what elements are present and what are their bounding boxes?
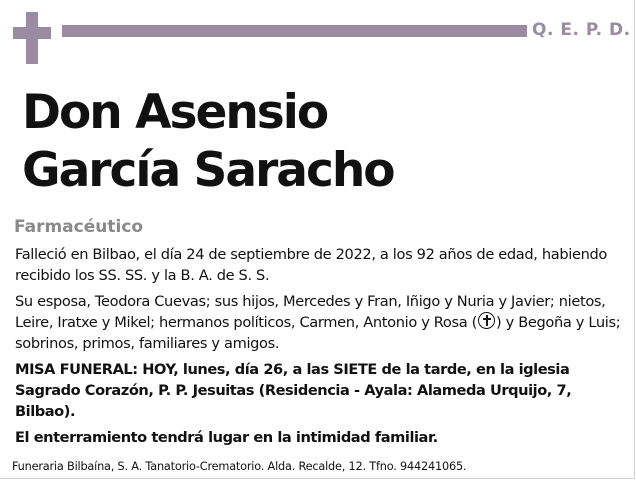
family-paragraph <box>15 291 621 354</box>
cross-icon <box>13 12 51 64</box>
deceased-name-line1: Don Asensio <box>22 85 328 140</box>
deceased-name-line2: García Saracho <box>22 143 394 198</box>
family-text-a: Su esposa, Teodora Cuevas; sus hijos, Mercedes y Fran, Iñigo y Nuria y Javier; nietos, Leire, Iratxe y Mikel; hermanos políticos, Carmen, Antonio y Rosa ( <box>15 293 606 331</box>
qepd-label: Q. E. P. D. <box>532 20 631 40</box>
header-rule <box>62 25 527 37</box>
deceased-profession: Farmacéutico <box>14 217 144 237</box>
family-text-b: ) y Begoña y Luis; sobrinos, primos, familiares y amigos. <box>15 314 621 352</box>
death-notice-paragraph: Falleció en Bilbao, el día 24 de septiembre de 2022, a los 92 años de edad, habiendo recibido los SS. SS. y la B. A. de S. S. <box>15 246 607 284</box>
obituary-body <box>15 244 621 453</box>
funeral-home-footer: Funeraria Bilbaína, S. A. Tanatorio-Crematorio. Alda. Recalde, 12. Tfno. 944241065. <box>12 460 467 473</box>
deceased-cross-icon <box>478 312 495 329</box>
deceased-name <box>22 84 622 200</box>
funeral-mass-paragraph: MISA FUNERAL: HOY, lunes, día 26, a las SIETE de la tarde, en la iglesia Sagrado Corazón, P. P. Jesuitas (Residencia - Ayala: Alameda Urquijo, 7, Bilbao). <box>15 361 572 420</box>
burial-paragraph: El enterramiento tendrá lugar en la intimidad familiar. <box>15 429 438 446</box>
